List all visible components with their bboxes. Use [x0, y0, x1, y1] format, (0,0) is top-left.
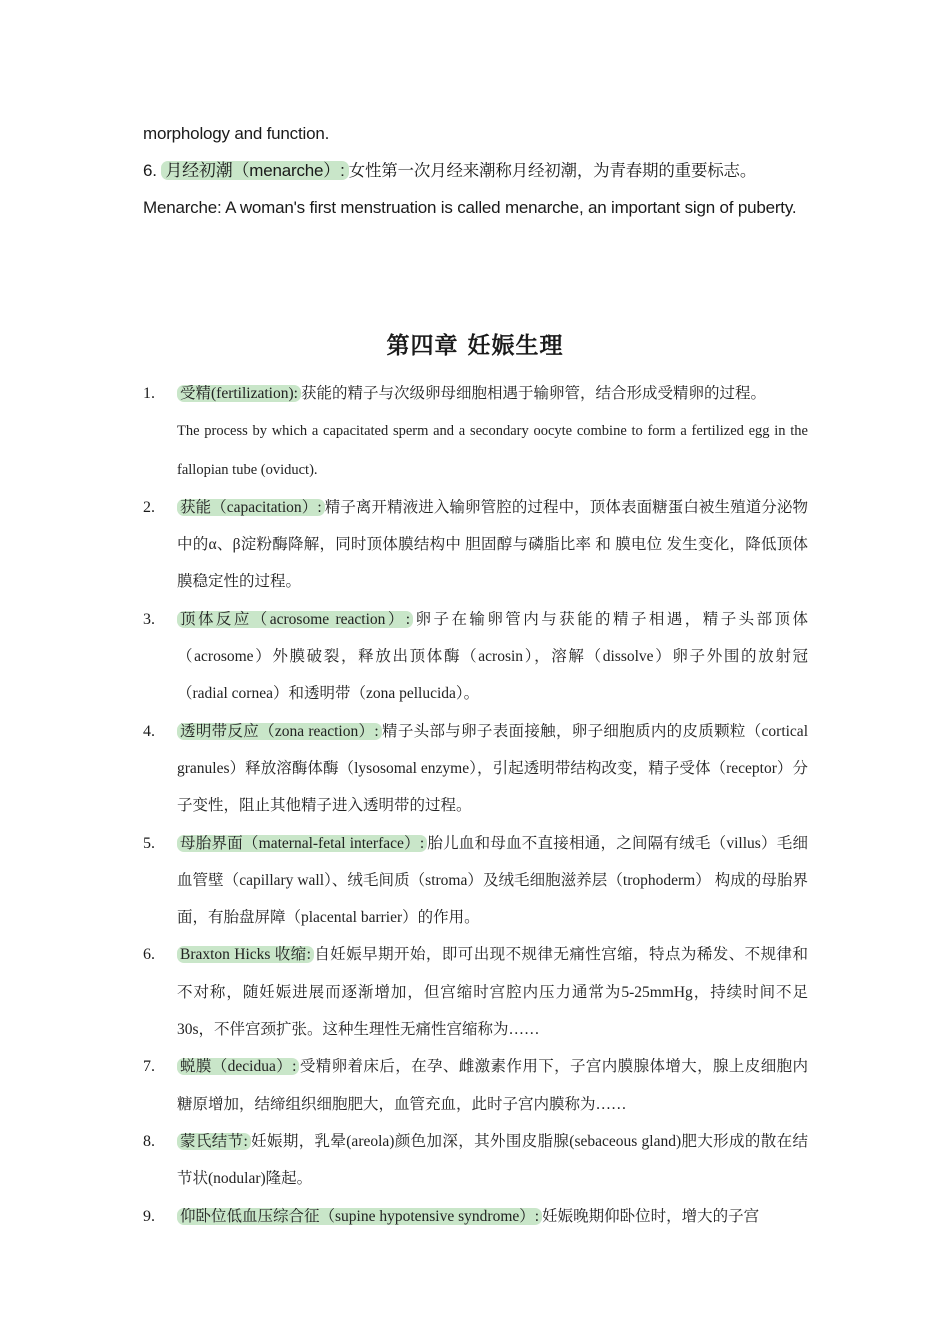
- item-number: 9.: [143, 1207, 155, 1225]
- list-item: [143, 489, 808, 601]
- item-number: 6.: [143, 161, 162, 180]
- definition-text: 精子头部与卵子表面接触，卵子细胞质内的皮质颗粒（cortical granules）释放溶酶体酶（lysosomal enzyme），引起透明带结构改变，精子受体（receptor）分子变性，阻止其他精子进入透明带的过程。: [177, 722, 808, 815]
- definition-text: 受精卵着床后，在孕、雌激素作用下，子宫内膜腺体增大，腺上皮细胞内糖原增加，结缔组织细胞肥大，血管充血，此时子宫内膜称为……: [177, 1058, 808, 1113]
- term-highlight: 仰卧位低血压综合征（supine hypotensive syndrome）:: [177, 1208, 542, 1225]
- item-number: 7.: [143, 1058, 155, 1076]
- term-highlight: Braxton Hicks 收缩:: [177, 946, 314, 963]
- intro-line: morphology and function.: [143, 124, 330, 143]
- list-item: [143, 1123, 808, 1198]
- definition-text: 女性第一次月经来潮称月经初潮，为青春期的重要标志。: [348, 161, 757, 180]
- term-highlight: 受精(fertilization):: [177, 385, 301, 402]
- item-number: 3.: [143, 610, 155, 628]
- term-highlight: 母胎界面（maternal-fetal interface）:: [177, 835, 427, 852]
- intro-section: [143, 115, 808, 226]
- menarche-entry: [143, 152, 808, 189]
- list-item: [143, 713, 808, 825]
- english-text: The process by which a capacitated sperm and a secondary oocyte combine to form a fertilized egg in the fallopian tube (oviduct).: [177, 423, 808, 478]
- menarche-english: Menarche: A woman's first menstruation is called menarche, an important sign of puberty.: [143, 198, 797, 217]
- item-number: 2.: [143, 498, 155, 516]
- definition-text: 精子离开精液进入输卵管腔的过程中，顶体表面糖蛋白被生殖道分泌物中的α、β淀粉酶降解，同时顶体膜结构中 胆固醇与磷脂比率 和 膜电位 发生变化，降低顶体膜稳定性的过程。: [177, 498, 808, 591]
- definition-text: 自妊娠早期开始，即可出现不规律无痛性宫缩，特点为稀发、不规律和不对称，随妊娠进展而逐渐增加，但宫缩时宫腔内压力通常为5-25mmHg，持续时间不足30s，不伴宫颈扩张。这种生理性无痛性宫缩称为……: [177, 946, 808, 1039]
- term-highlight: 获能（capacitation）:: [177, 499, 325, 516]
- definition-text: 卵子在输卵管内与获能的精子相遇，精子头部顶体（acrosome）外膜破裂，释放出顶体酶（acrosin），溶解（dissolve）卵子外围的放射冠（radial cornea）和透明带（zona pellucida）。: [177, 610, 808, 703]
- list-item: [143, 825, 808, 937]
- term-highlight: 蜕膜（decidua）:: [177, 1058, 299, 1075]
- list-item: [143, 1198, 808, 1235]
- term-highlight: 透明带反应（zona reaction）:: [177, 723, 382, 740]
- definition-text: 获能的精子与次级卵母细胞相遇于输卵管，结合形成受精卵的过程。: [300, 385, 766, 402]
- definition-text: 妊娠晚期仰卧位时，增大的子宫: [542, 1207, 760, 1225]
- item-number: 8.: [143, 1132, 155, 1150]
- definition-list: [143, 375, 808, 1235]
- definition-text: 胎儿血和母血不直接相通，之间隔有绒毛（villus）毛细血管壁（capillary wall）、绒毛间质（stroma）及绒毛细胞滋养层（trophoderm） 构成的母胎界面，有胎盘屏障（placental barrier）的作用。: [177, 834, 808, 927]
- item-number: 6.: [143, 946, 155, 964]
- term-highlight: 顶体反应（acrosome reaction）:: [177, 611, 413, 628]
- item-number: 1.: [143, 385, 155, 402]
- item-number: 4.: [143, 722, 155, 740]
- list-item: [143, 601, 808, 713]
- definition-text: 妊娠期，乳晕(areola)颜色加深，其外围皮脂腺(sebaceous gland)肥大形成的散在结节状(nodular)隆起。: [177, 1132, 808, 1188]
- item-number: 5.: [143, 834, 155, 852]
- chapter-title: 第四章 妊娠生理: [386, 333, 564, 359]
- list-item: [143, 936, 808, 1048]
- term-highlight: 月经初潮（menarche）:: [161, 161, 348, 180]
- list-item: [143, 1048, 808, 1123]
- list-item: [143, 375, 808, 489]
- term-highlight: 蒙氏结节:: [177, 1133, 251, 1150]
